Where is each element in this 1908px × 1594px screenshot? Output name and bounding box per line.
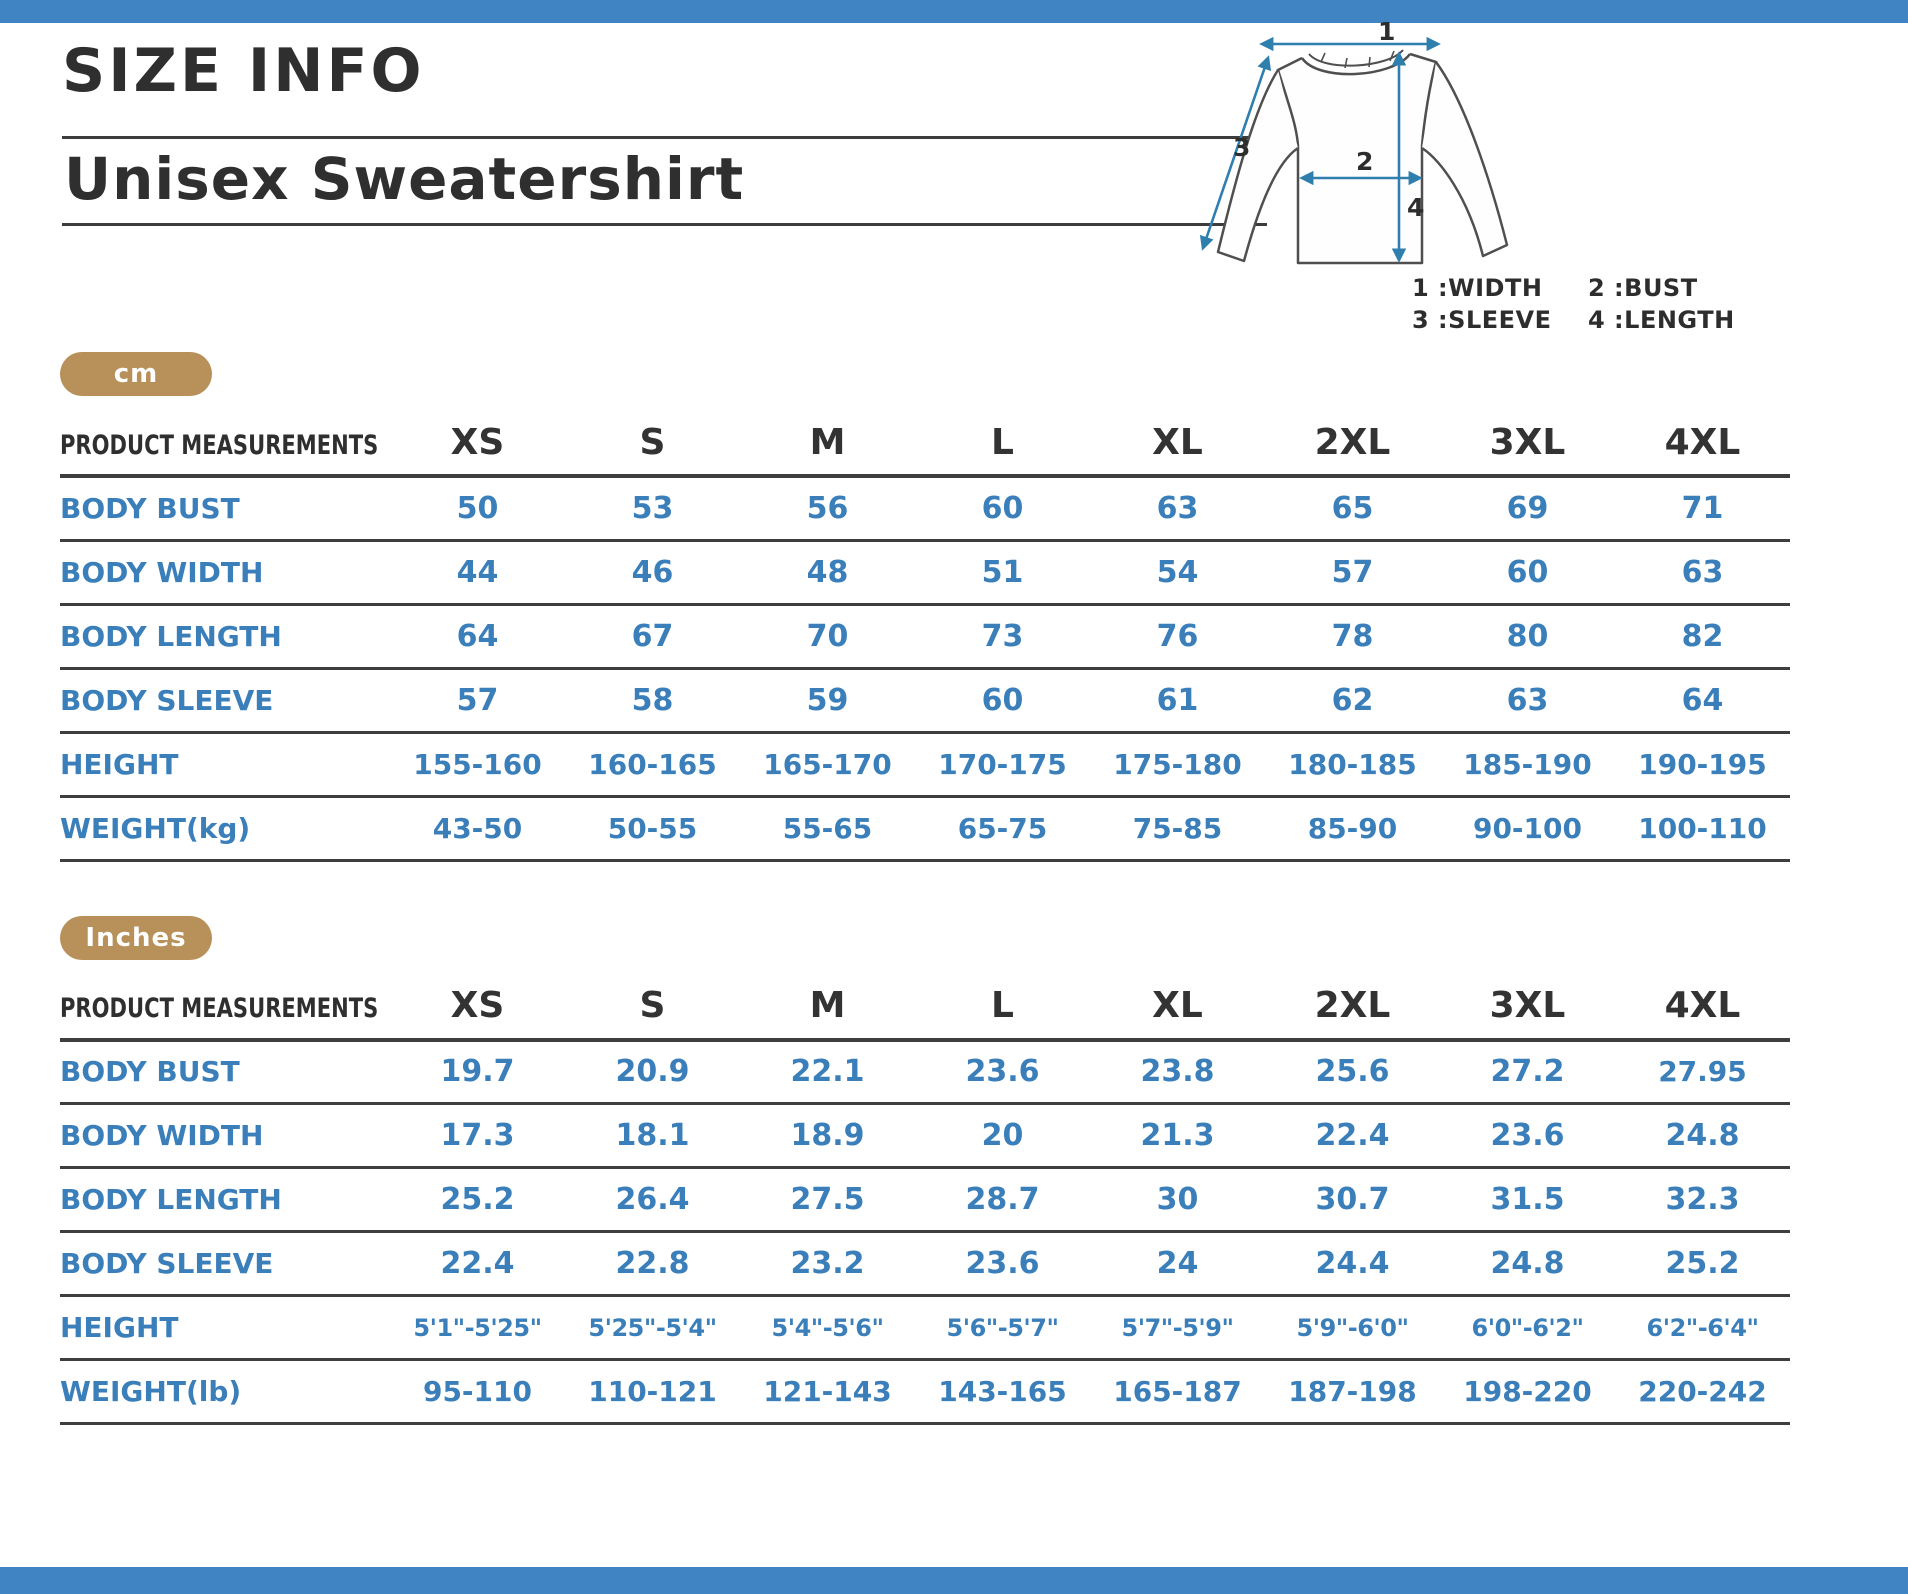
- size-value-cell: 43-50: [390, 796, 565, 860]
- size-value-cell: 90-100: [1440, 796, 1615, 860]
- legend-item-bust: 2 :BUST: [1588, 274, 1698, 302]
- size-value-cell: 57: [390, 668, 565, 732]
- size-header-xs: XS: [390, 410, 565, 476]
- size-header-s: S: [565, 974, 740, 1040]
- size-value-cell: 23.8: [1090, 1040, 1265, 1104]
- size-value-cell: 17.3: [390, 1104, 565, 1168]
- size-value-cell: 73: [915, 604, 1090, 668]
- size-value-cell: 143-165: [915, 1360, 1090, 1424]
- size-table-row: [60, 540, 1790, 604]
- size-value-cell: 220-242: [1615, 1360, 1790, 1424]
- size-value-cell: 62: [1265, 668, 1440, 732]
- size-header-4xl: 4XL: [1615, 974, 1790, 1040]
- size-value-cell: 67: [565, 604, 740, 668]
- size-value-cell: 170-175: [915, 732, 1090, 796]
- size-value-cell: 24.8: [1615, 1104, 1790, 1168]
- size-header-4xl: 4XL: [1615, 410, 1790, 476]
- unit-badge-cm: cm: [60, 352, 212, 396]
- size-value-cell: 165-170: [740, 732, 915, 796]
- size-value-cell: 24.4: [1265, 1232, 1440, 1296]
- size-value-cell: 23.6: [915, 1040, 1090, 1104]
- size-value-cell: 190-195: [1615, 732, 1790, 796]
- unit-badge-inches: Inches: [60, 916, 212, 960]
- size-value-cell: 20: [915, 1104, 1090, 1168]
- size-value-cell: 5'6"-5'7": [915, 1296, 1090, 1360]
- size-value-cell: 60: [915, 476, 1090, 540]
- size-value-cell: 32.3: [1615, 1168, 1790, 1232]
- size-value-cell: 23.2: [740, 1232, 915, 1296]
- measurements-column-header: [60, 410, 390, 476]
- size-header-xl: XL: [1090, 974, 1265, 1040]
- size-value-cell: 76: [1090, 604, 1265, 668]
- measurements-header-label: PRODUCT MEASUREMENTS: [60, 993, 379, 1024]
- size-table-row: [60, 1296, 1790, 1360]
- size-value-cell: 85-90: [1265, 796, 1440, 860]
- size-value-cell: 25.2: [390, 1168, 565, 1232]
- row-label: BODY LENGTH: [60, 604, 390, 668]
- size-value-cell: 20.9: [565, 1040, 740, 1104]
- size-header-l: L: [915, 974, 1090, 1040]
- size-table-row: [60, 668, 1790, 732]
- size-value-cell: 51: [915, 540, 1090, 604]
- size-value-cell: 56: [740, 476, 915, 540]
- size-value-cell: 6'0"-6'2": [1440, 1296, 1615, 1360]
- size-value-cell: 160-165: [565, 732, 740, 796]
- size-value-cell: 95-110: [390, 1360, 565, 1424]
- size-header-xl: XL: [1090, 410, 1265, 476]
- size-value-cell: 27.2: [1440, 1040, 1615, 1104]
- size-value-cell: 60: [1440, 540, 1615, 604]
- size-value-cell: 69: [1440, 476, 1615, 540]
- size-value-cell: 55-65: [740, 796, 915, 860]
- size-value-cell: 46: [565, 540, 740, 604]
- size-value-cell: 30: [1090, 1168, 1265, 1232]
- size-table-row: [60, 1040, 1790, 1104]
- size-value-cell: 25.2: [1615, 1232, 1790, 1296]
- size-value-cell: 187-198: [1265, 1360, 1440, 1424]
- size-value-cell: 27.5: [740, 1168, 915, 1232]
- row-label: BODY SLEEVE: [60, 668, 390, 732]
- size-value-cell: 63: [1440, 668, 1615, 732]
- size-value-cell: 23.6: [1440, 1104, 1615, 1168]
- header: [0, 0, 1908, 334]
- size-value-cell: 180-185: [1265, 732, 1440, 796]
- row-label: HEIGHT: [60, 732, 390, 796]
- size-value-cell: 165-187: [1090, 1360, 1265, 1424]
- size-table-row: [60, 1360, 1790, 1424]
- size-value-cell: 54: [1090, 540, 1265, 604]
- diagram-legend: [1412, 274, 1800, 334]
- size-value-cell: 24.8: [1440, 1232, 1615, 1296]
- size-header-xs: XS: [390, 974, 565, 1040]
- size-header-3xl: 3XL: [1440, 974, 1615, 1040]
- size-value-cell: 24: [1090, 1232, 1265, 1296]
- size-value-cell: 71: [1615, 476, 1790, 540]
- row-label: BODY LENGTH: [60, 1168, 390, 1232]
- page-title: SIZE INFO: [62, 36, 425, 106]
- size-value-cell: 5'4"-5'6": [740, 1296, 915, 1360]
- size-value-cell: 21.3: [1090, 1104, 1265, 1168]
- size-value-cell: 18.1: [565, 1104, 740, 1168]
- row-label: HEIGHT: [60, 1296, 390, 1360]
- size-value-cell: 110-121: [565, 1360, 740, 1424]
- size-table-row: [60, 1232, 1790, 1296]
- row-label: BODY WIDTH: [60, 1104, 390, 1168]
- size-value-cell: 59: [740, 668, 915, 732]
- size-value-cell: 63: [1615, 540, 1790, 604]
- measurements-column-header: [60, 974, 390, 1040]
- size-header-l: L: [915, 410, 1090, 476]
- legend-item-width: 1 :WIDTH: [1412, 274, 1543, 302]
- size-value-cell: 50: [390, 476, 565, 540]
- size-value-cell: 5'1"-5'25": [390, 1296, 565, 1360]
- size-value-cell: 121-143: [740, 1360, 915, 1424]
- size-value-cell: 75-85: [1090, 796, 1265, 860]
- size-value-cell: 57: [1265, 540, 1440, 604]
- size-value-cell: 48: [740, 540, 915, 604]
- size-value-cell: 22.4: [1265, 1104, 1440, 1168]
- size-table-inches: [60, 974, 1790, 1426]
- size-value-cell: 61: [1090, 668, 1265, 732]
- measurements-header-label: PRODUCT MEASUREMENTS: [60, 429, 379, 461]
- marker-2: 2: [1356, 147, 1374, 176]
- size-table-row: [60, 476, 1790, 540]
- shirt-right-sleeve: [1422, 62, 1507, 256]
- size-value-cell: 28.7: [915, 1168, 1090, 1232]
- sweatshirt-measurement-diagram: [1140, 20, 1800, 334]
- size-value-cell: 70: [740, 604, 915, 668]
- size-value-cell: 64: [390, 604, 565, 668]
- size-value-cell: 5'9"-6'0": [1265, 1296, 1440, 1360]
- size-value-cell: 22.8: [565, 1232, 740, 1296]
- size-value-cell: 65-75: [915, 796, 1090, 860]
- size-value-cell: 60: [915, 668, 1090, 732]
- size-value-cell: 18.9: [740, 1104, 915, 1168]
- size-table-row: [60, 1168, 1790, 1232]
- size-header-m: M: [740, 410, 915, 476]
- size-table-cm: [60, 410, 1790, 862]
- product-subtitle: Unisex Sweatershirt: [64, 145, 745, 213]
- size-header-m: M: [740, 974, 915, 1040]
- size-value-cell: 50-55: [565, 796, 740, 860]
- size-table-header-row: [60, 974, 1790, 1040]
- size-table-row: [60, 796, 1790, 860]
- size-value-cell: 31.5: [1440, 1168, 1615, 1232]
- divider-line: [62, 223, 1267, 226]
- marker-1: 1: [1378, 20, 1396, 46]
- row-label: BODY WIDTH: [60, 540, 390, 604]
- title-block: [62, 36, 1267, 226]
- size-value-cell: 198-220: [1440, 1360, 1615, 1424]
- size-header-2xl: 2XL: [1265, 974, 1440, 1040]
- size-table-row: [60, 1104, 1790, 1168]
- size-table-row: [60, 604, 1790, 668]
- size-value-cell: 63: [1090, 476, 1265, 540]
- size-value-cell: 100-110: [1615, 796, 1790, 860]
- legend-item-length: 4 :LENGTH: [1588, 306, 1735, 334]
- size-value-cell: 26.4: [565, 1168, 740, 1232]
- size-value-cell: 27.95: [1615, 1040, 1790, 1104]
- size-header-s: S: [565, 410, 740, 476]
- row-label: BODY BUST: [60, 1040, 390, 1104]
- row-label: BODY SLEEVE: [60, 1232, 390, 1296]
- size-header-3xl: 3XL: [1440, 410, 1615, 476]
- marker-3: 3: [1233, 133, 1251, 162]
- marker-4: 4: [1407, 193, 1425, 222]
- size-table-row: [60, 732, 1790, 796]
- size-value-cell: 5'7"-5'9": [1090, 1296, 1265, 1360]
- row-label: WEIGHT(kg): [60, 796, 390, 860]
- size-value-cell: 155-160: [390, 732, 565, 796]
- size-value-cell: 5'25"-5'4": [565, 1296, 740, 1360]
- size-value-cell: 78: [1265, 604, 1440, 668]
- size-table-header-row: [60, 410, 1790, 476]
- size-value-cell: 65: [1265, 476, 1440, 540]
- size-value-cell: 185-190: [1440, 732, 1615, 796]
- bottom-accent-bar: [0, 1567, 1908, 1594]
- row-label: BODY BUST: [60, 476, 390, 540]
- size-value-cell: 53: [565, 476, 740, 540]
- size-value-cell: 58: [565, 668, 740, 732]
- size-value-cell: 19.7: [390, 1040, 565, 1104]
- size-header-2xl: 2XL: [1265, 410, 1440, 476]
- size-value-cell: 44: [390, 540, 565, 604]
- size-value-cell: 6'2"-6'4": [1615, 1296, 1790, 1360]
- size-value-cell: 22.4: [390, 1232, 565, 1296]
- size-value-cell: 25.6: [1265, 1040, 1440, 1104]
- size-value-cell: 23.6: [915, 1232, 1090, 1296]
- row-label: WEIGHT(lb): [60, 1360, 390, 1424]
- size-value-cell: 175-180: [1090, 732, 1265, 796]
- size-value-cell: 82: [1615, 604, 1790, 668]
- size-value-cell: 22.1: [740, 1040, 915, 1104]
- size-value-cell: 30.7: [1265, 1168, 1440, 1232]
- legend-item-sleeve: 3 :SLEEVE: [1412, 306, 1552, 334]
- size-value-cell: 64: [1615, 668, 1790, 732]
- size-value-cell: 80: [1440, 604, 1615, 668]
- sweatshirt-diagram-drawing: [1140, 20, 1540, 272]
